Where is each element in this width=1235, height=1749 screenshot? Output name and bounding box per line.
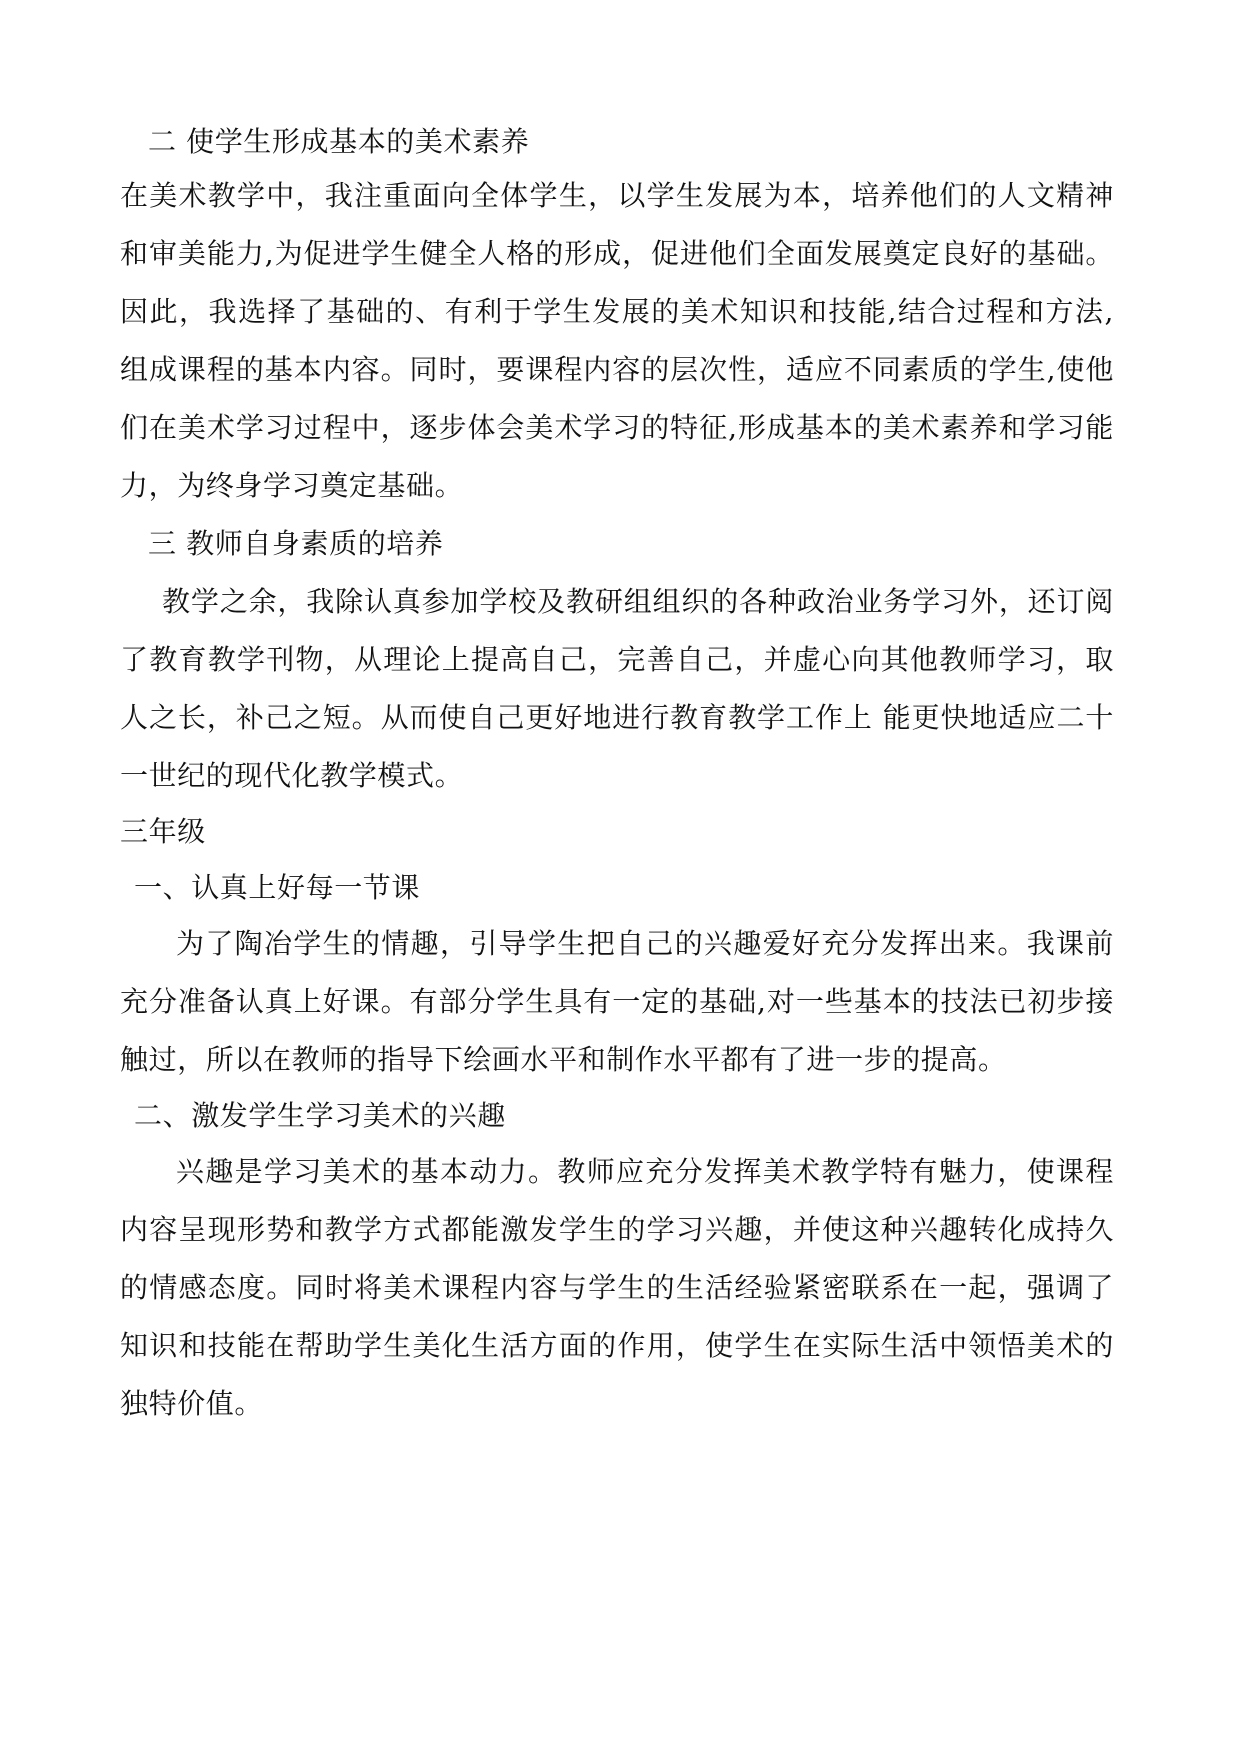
paragraph-line: 触过，所以在教师的指导下绘画水平和制作水平都有了进一步的提高。	[120, 1043, 1007, 1076]
paragraph-line: 为了陶冶学生的情趣，引导学生把自己的兴趣爱好充分发挥出来。我课前	[176, 927, 1114, 960]
paragraph-line: 兴趣是学习美术的基本动力。教师应充分发挥美术教学特有魅力，使课程	[176, 1155, 1114, 1188]
paragraph-line: 力，为终身学习奠定基础。	[120, 469, 464, 502]
paragraph-line: 因此，我选择了基础的、有利于学生发展的美术知识和技能,结合过程和方法,	[120, 295, 1114, 328]
subsection-heading-2: 二、激发学生学习美术的兴趣	[134, 1099, 506, 1132]
subsection-heading-1: 一、认真上好每一节课	[134, 871, 421, 904]
paragraph-line: 在美术教学中，我注重面向全体学生，以学生发展为本，培养他们的人文精神	[120, 179, 1114, 212]
paragraph-line: 的情感态度。同时将美术课程内容与学生的生活经验紧密联系在一起，强调了	[120, 1271, 1114, 1304]
paragraph-line: 充分准备认真上好课。有部分学生具有一定的基础,对一些基本的技法已初步接	[120, 985, 1114, 1018]
paragraph-line: 了教育教学刊物，从理论上提高自己，完善自己，并虚心向其他教师学习，取	[120, 643, 1114, 676]
grade-heading: 三年级	[120, 815, 206, 848]
paragraph-line: 一世纪的现代化教学模式。	[120, 759, 464, 792]
paragraph-line: 们在美术学习过程中，逐步体会美术学习的特征,形成基本的美术素养和学习能	[120, 411, 1114, 444]
section-heading-2: 二 使学生形成基本的美术素养	[148, 125, 530, 158]
section-heading-3: 三 教师自身素质的培养	[148, 527, 444, 560]
paragraph-line: 人之长，补己之短。从而使自己更好地进行教育教学工作上 能更快地适应二十	[120, 701, 1114, 734]
paragraph-line: 组成课程的基本内容。同时，要课程内容的层次性，适应不同素质的学生,使他	[120, 353, 1114, 386]
paragraph-line: 知识和技能在帮助学生美化生活方面的作用，使学生在实际生活中领悟美术的	[120, 1329, 1114, 1362]
paragraph-line: 内容呈现形势和教学方式都能激发学生的学习兴趣，并使这种兴趣转化成持久	[120, 1213, 1114, 1246]
paragraph-line: 独特价值。	[120, 1387, 264, 1420]
paragraph-line: 教学之余，我除认真参加学校及教研组组织的各种政治业务学习外，还订阅	[162, 585, 1114, 618]
paragraph-line: 和审美能力,为促进学生健全人格的形成，促进他们全面发展奠定良好的基础。	[120, 237, 1114, 270]
